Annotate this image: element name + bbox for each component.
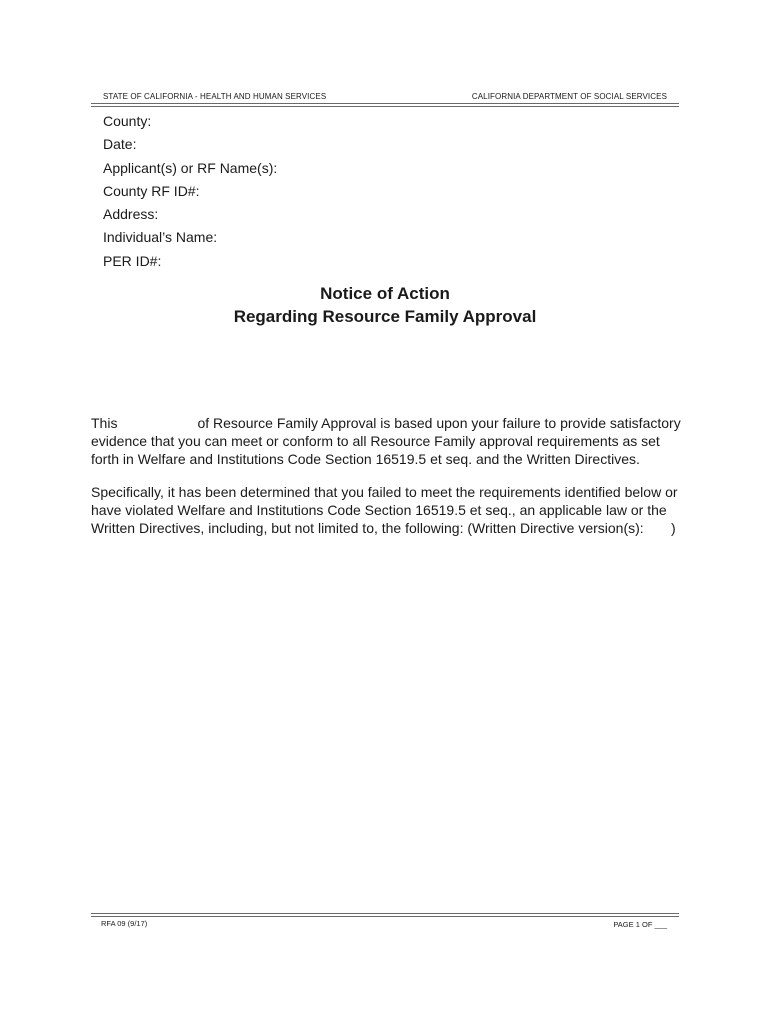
paragraph-1-line-3: forth in Welfare and Institutions Code Section 16519.5 et seq. and the Written Directives. <box>91 451 640 467</box>
field-address-label: Address: <box>103 206 159 223</box>
paragraph-2-line-3-text: Written Directives, including, but not limited to, the following: (Written Directive version(s): <box>91 520 644 536</box>
footer-rule-top <box>91 913 679 914</box>
paragraph-1-line-1 <box>91 414 691 432</box>
paragraph-1-line-2: evidence that you can meet or conform to all Resource Family approval requirements as set <box>91 433 660 449</box>
header-rule-top <box>91 103 679 104</box>
paragraph-2-line-3 <box>91 519 691 537</box>
field-county-label: County: <box>103 113 152 129</box>
field-county-rf-id-label: County RF ID#: <box>103 182 200 199</box>
directive-version-close-paren: ) <box>671 520 676 536</box>
form-header-right: CALIFORNIA DEPARTMENT OF SOCIAL SERVICES <box>471 92 667 101</box>
footer-rule-bottom <box>91 916 679 917</box>
paragraph-2-line-1: Specifically, it has been determined that you failed to meet the requirements identified below or <box>91 484 678 500</box>
recipient-fields <box>103 113 277 276</box>
header-rule-bottom <box>91 106 679 107</box>
notice-paragraph-2 <box>91 483 691 537</box>
field-individual-name-label: Individual’s Name: <box>103 229 218 246</box>
notice-title-line1: Notice of Action <box>320 284 450 303</box>
paragraph-2-line-2: have violated Welfare and Institutions Code Section 16519.5 et seq., an applicable law or the <box>91 502 667 518</box>
notice-title-line2: Regarding Resource Family Approval <box>233 307 537 326</box>
paragraph-1-prefix: This <box>91 415 118 431</box>
field-applicant-name-label: Applicant(s) or RF Name(s): <box>103 159 278 176</box>
form-id: RFA 09 (9/17) <box>101 919 148 928</box>
notice-paragraph-1 <box>91 414 691 468</box>
field-per-id-label: PER ID#: <box>103 252 162 269</box>
paragraph-1-line-1-rest: of Resource Family Approval is based upon your failure to provide satisfactory <box>197 415 681 431</box>
form-header-left: STATE OF CALIFORNIA - HEALTH AND HUMAN SERVICES <box>103 92 327 101</box>
page-number: PAGE 1 OF ___ <box>613 920 667 929</box>
field-date-label: Date: <box>103 136 137 153</box>
